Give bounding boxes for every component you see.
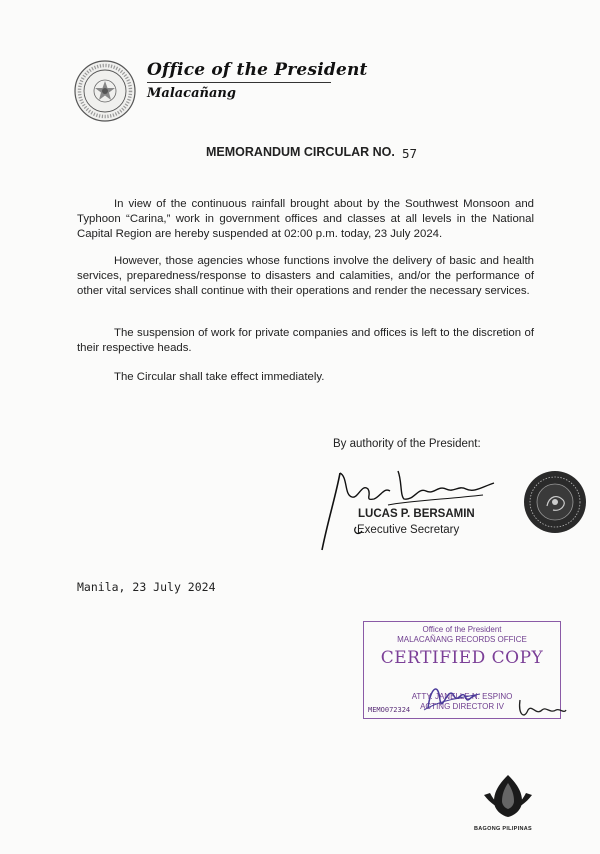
- paragraph-2: [77, 254, 534, 299]
- office-heading: Office of the President: [147, 60, 368, 80]
- signatory-title: Executive Secretary: [357, 524, 460, 536]
- place-and-date: [77, 580, 216, 594]
- stamp-records-office: MALACAÑANG RECORDS OFFICE: [397, 635, 527, 644]
- paragraph-text: In view of the continuous rainfall brought about by the Southwest Monsoon and Typhoon “Carina,” work in government offices and classes at all levels in the National Capital Region are hereby suspended at 02:00 p.m. today, 23 July 2024.: [77, 198, 534, 240]
- dry-seal-icon: [523, 470, 587, 534]
- stamp-reference: MEMO072324: [368, 706, 411, 714]
- paragraph-text: The suspension of work for private companies and offices is left to the discretion of their respective heads.: [77, 327, 534, 354]
- paragraph-text: However, those agencies whose functions involve the delivery of basic and health services, preparedness/response to disasters and calamities, and/or the performance of other vital services shall continue with their operations and render the necessary services.: [77, 255, 534, 297]
- stamp-office: Office of the President: [422, 625, 502, 634]
- paragraph-1: [77, 197, 534, 242]
- paragraph-3: [77, 326, 534, 356]
- signatory-name: LUCAS P. BERSAMIN: [358, 508, 475, 520]
- bagong-pilipinas-logo-icon: [480, 773, 536, 821]
- logo-caption: BAGONG PILIPINAS: [474, 826, 532, 832]
- presidential-seal-icon: [74, 60, 136, 122]
- location-heading: Malacañang: [147, 86, 236, 101]
- place-text: Manila,: [77, 580, 126, 594]
- paragraph-4: [77, 370, 534, 385]
- memo-number: 57: [402, 146, 418, 161]
- stamp-certified-copy: CERTIFIED COPY: [380, 648, 544, 668]
- authority-line: By authority of the President:: [333, 438, 481, 450]
- stamp-signature-icon: [420, 670, 570, 730]
- stamp-officer-name: ATTY. JANELLE N. ESPINO: [411, 692, 513, 701]
- paragraph-text: The Circular shall take effect immediately.: [114, 371, 325, 383]
- date-text: 23 July 2024: [132, 580, 216, 594]
- stamp-officer-title: ACTING DIRECTOR IV: [420, 702, 504, 711]
- memo-title: MEMORANDUM CIRCULAR NO.: [206, 145, 395, 159]
- heading-divider: [147, 82, 331, 83]
